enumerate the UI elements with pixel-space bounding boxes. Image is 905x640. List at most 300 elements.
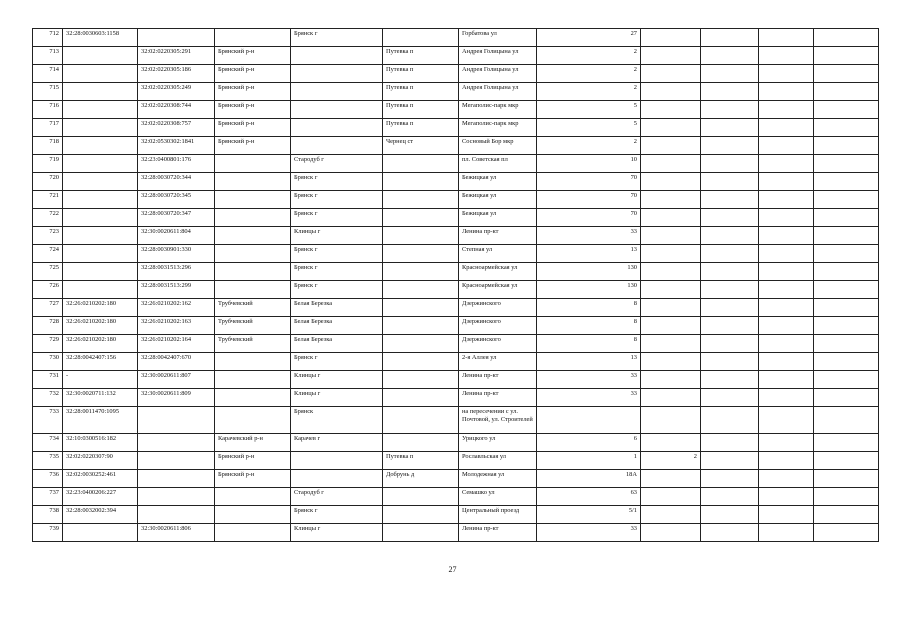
row-number: 712 <box>33 29 63 47</box>
cadastral-number-land: 32:23:0400206:227 <box>63 488 138 506</box>
table-row <box>33 101 879 119</box>
settlement <box>383 263 459 281</box>
street: Ленина пр-кт <box>459 371 537 389</box>
empty-cell <box>701 137 759 155</box>
empty-cell <box>814 137 879 155</box>
cadastral-number-object <box>138 506 215 524</box>
building-number <box>641 263 701 281</box>
cadastral-number-object: 32:28:0031513:296 <box>138 263 215 281</box>
house-number: 130 <box>537 263 641 281</box>
settlement <box>383 155 459 173</box>
table-row <box>33 47 879 65</box>
empty-cell <box>759 317 814 335</box>
city: Клинцы г <box>291 227 383 245</box>
district <box>215 506 291 524</box>
empty-cell <box>759 524 814 542</box>
row-number: 735 <box>33 452 63 470</box>
building-number <box>641 524 701 542</box>
empty-cell <box>759 488 814 506</box>
city: Клинцы г <box>291 371 383 389</box>
empty-cell <box>814 263 879 281</box>
empty-cell <box>701 281 759 299</box>
empty-cell <box>759 227 814 245</box>
empty-cell <box>814 470 879 488</box>
row-number: 715 <box>33 83 63 101</box>
house-number: 27 <box>537 29 641 47</box>
city: Брянск <box>291 407 383 434</box>
building-number <box>641 371 701 389</box>
table-row <box>33 281 879 299</box>
city: Белая Березка <box>291 335 383 353</box>
row-number: 721 <box>33 191 63 209</box>
building-number <box>641 506 701 524</box>
settlement <box>383 227 459 245</box>
table-row <box>33 119 879 137</box>
settlement <box>383 191 459 209</box>
empty-cell <box>701 191 759 209</box>
city <box>291 452 383 470</box>
empty-cell <box>701 209 759 227</box>
district: Брянский р-н <box>215 101 291 119</box>
empty-cell <box>759 470 814 488</box>
street: Красноармейская ул <box>459 263 537 281</box>
empty-cell <box>814 227 879 245</box>
city: Брянск г <box>291 29 383 47</box>
cadastral-number-land <box>63 281 138 299</box>
cadastral-number-object <box>138 470 215 488</box>
district: Брянский р-н <box>215 65 291 83</box>
row-number: 714 <box>33 65 63 83</box>
city: Карачев г <box>291 434 383 452</box>
empty-cell <box>701 353 759 371</box>
table-row <box>33 488 879 506</box>
empty-cell <box>701 407 759 434</box>
cadastral-number-land: 32:28:0032002:394 <box>63 506 138 524</box>
district <box>215 227 291 245</box>
cadastral-number-object: 32:26:0210202:162 <box>138 299 215 317</box>
city: Брянск г <box>291 173 383 191</box>
row-number: 738 <box>33 506 63 524</box>
empty-cell <box>701 299 759 317</box>
empty-cell <box>814 245 879 263</box>
row-number: 723 <box>33 227 63 245</box>
empty-cell <box>759 452 814 470</box>
empty-cell <box>759 29 814 47</box>
empty-cell <box>701 101 759 119</box>
empty-cell <box>759 209 814 227</box>
settlement <box>383 524 459 542</box>
house-number: 70 <box>537 209 641 227</box>
table-row <box>33 371 879 389</box>
cadastral-number-land: 32:30:0020711:132 <box>63 389 138 407</box>
row-number: 722 <box>33 209 63 227</box>
cadastral-number-land <box>63 119 138 137</box>
house-number: 2 <box>537 47 641 65</box>
table-row <box>33 227 879 245</box>
house-number: 130 <box>537 281 641 299</box>
empty-cell <box>814 209 879 227</box>
district <box>215 29 291 47</box>
district: Трубчевский <box>215 335 291 353</box>
house-number: 18А <box>537 470 641 488</box>
street: Сосновый Бор мкр <box>459 137 537 155</box>
table-row <box>33 335 879 353</box>
table-row <box>33 407 879 434</box>
street: Семашко ул <box>459 488 537 506</box>
house-number: 8 <box>537 299 641 317</box>
empty-cell <box>759 335 814 353</box>
row-number: 737 <box>33 488 63 506</box>
empty-cell <box>814 155 879 173</box>
table-row <box>33 83 879 101</box>
cadastral-number-object <box>138 29 215 47</box>
cadastral-number-object: 32:02:0530302:1841 <box>138 137 215 155</box>
empty-cell <box>701 506 759 524</box>
empty-cell <box>701 83 759 101</box>
empty-cell <box>814 281 879 299</box>
empty-cell <box>759 245 814 263</box>
table-row <box>33 452 879 470</box>
district: Карачевский р-н <box>215 434 291 452</box>
street: Ленина пр-кт <box>459 227 537 245</box>
house-number: 8 <box>537 317 641 335</box>
empty-cell <box>701 47 759 65</box>
empty-cell <box>701 335 759 353</box>
table-row <box>33 29 879 47</box>
settlement: Путевка п <box>383 47 459 65</box>
cadastral-number-land: 32:26:0210202:180 <box>63 335 138 353</box>
house-number: 33 <box>537 524 641 542</box>
city: Брянск г <box>291 209 383 227</box>
row-number: 725 <box>33 263 63 281</box>
building-number <box>641 281 701 299</box>
cadastral-number-object: 32:02:0220308:757 <box>138 119 215 137</box>
empty-cell <box>701 245 759 263</box>
street: Дзержинского <box>459 317 537 335</box>
building-number <box>641 353 701 371</box>
table-row <box>33 389 879 407</box>
house-number: 1 <box>537 452 641 470</box>
cadastral-number-object: 32:26:0210202:163 <box>138 317 215 335</box>
empty-cell <box>814 173 879 191</box>
empty-cell <box>814 317 879 335</box>
table-row <box>33 317 879 335</box>
city: Стародуб г <box>291 155 383 173</box>
district <box>215 155 291 173</box>
building-number <box>641 335 701 353</box>
building-number: 2 <box>641 452 701 470</box>
house-number: 13 <box>537 353 641 371</box>
empty-cell <box>759 65 814 83</box>
empty-cell <box>701 119 759 137</box>
district <box>215 371 291 389</box>
cadastral-number-land <box>63 173 138 191</box>
street: Молодежная ул <box>459 470 537 488</box>
district: Брянский р-н <box>215 137 291 155</box>
row-number: 716 <box>33 101 63 119</box>
empty-cell <box>814 524 879 542</box>
house-number: 70 <box>537 191 641 209</box>
cadastral-number-land: 32:28:0030603:1158 <box>63 29 138 47</box>
empty-cell <box>759 506 814 524</box>
empty-cell <box>759 83 814 101</box>
row-number: 713 <box>33 47 63 65</box>
street: на пересечении с ул. Почтовой, ул. Строителей <box>459 407 537 434</box>
building-number <box>641 488 701 506</box>
street: Бежицкая ул <box>459 173 537 191</box>
table-row <box>33 155 879 173</box>
empty-cell <box>759 434 814 452</box>
district <box>215 263 291 281</box>
empty-cell <box>759 191 814 209</box>
settlement <box>383 173 459 191</box>
district: Трубчевский <box>215 299 291 317</box>
settlement <box>383 317 459 335</box>
settlement <box>383 434 459 452</box>
city: Клинцы г <box>291 389 383 407</box>
table-row <box>33 470 879 488</box>
row-number: 728 <box>33 317 63 335</box>
district <box>215 191 291 209</box>
house-number: 33 <box>537 371 641 389</box>
house-number: 70 <box>537 173 641 191</box>
settlement: Путевка п <box>383 101 459 119</box>
building-number <box>641 317 701 335</box>
empty-cell <box>701 227 759 245</box>
empty-cell <box>701 371 759 389</box>
empty-cell <box>814 119 879 137</box>
settlement: Чернец ст <box>383 137 459 155</box>
house-number: 6 <box>537 434 641 452</box>
building-number <box>641 245 701 263</box>
building-number <box>641 407 701 434</box>
cadastral-number-object: 32:30:0020611:804 <box>138 227 215 245</box>
cadastral-number-object: 32:02:0220305:249 <box>138 83 215 101</box>
table-row <box>33 173 879 191</box>
row-number: 729 <box>33 335 63 353</box>
empty-cell <box>759 371 814 389</box>
building-number <box>641 389 701 407</box>
empty-cell <box>759 137 814 155</box>
street: Мегаполис-парк мкр <box>459 101 537 119</box>
row-number: 718 <box>33 137 63 155</box>
city: Клинцы г <box>291 524 383 542</box>
cadastral-number-object: 32:28:0030720:344 <box>138 173 215 191</box>
cadastral-number-object: 32:28:0042407:670 <box>138 353 215 371</box>
settlement <box>383 506 459 524</box>
building-number <box>641 299 701 317</box>
cadastral-number-land: - <box>63 371 138 389</box>
city: Брянск г <box>291 245 383 263</box>
cadastral-number-object: 32:30:0020611:806 <box>138 524 215 542</box>
table-row <box>33 434 879 452</box>
empty-cell <box>759 47 814 65</box>
cadastral-number-land <box>63 155 138 173</box>
house-number: 8 <box>537 335 641 353</box>
empty-cell <box>814 47 879 65</box>
street: Бежицкая ул <box>459 209 537 227</box>
cadastral-number-land <box>63 209 138 227</box>
page-number: 27 <box>448 565 457 574</box>
district: Трубчевский <box>215 317 291 335</box>
house-number: 2 <box>537 65 641 83</box>
building-number <box>641 101 701 119</box>
district: Брянский р-н <box>215 83 291 101</box>
district <box>215 524 291 542</box>
building-number <box>641 29 701 47</box>
district <box>215 209 291 227</box>
building-number <box>641 191 701 209</box>
empty-cell <box>701 263 759 281</box>
city <box>291 470 383 488</box>
empty-cell <box>701 317 759 335</box>
table-row <box>33 191 879 209</box>
cadastral-number-land <box>63 524 138 542</box>
cadastral-number-land <box>63 191 138 209</box>
empty-cell <box>814 371 879 389</box>
street: Центральный проезд <box>459 506 537 524</box>
table-row <box>33 353 879 371</box>
row-number: 736 <box>33 470 63 488</box>
city: Белая Березка <box>291 317 383 335</box>
settlement: Путевка п <box>383 452 459 470</box>
cadastral-number-land: 32:28:0011470:1095 <box>63 407 138 434</box>
house-number: 5 <box>537 119 641 137</box>
empty-cell <box>701 155 759 173</box>
empty-cell <box>759 119 814 137</box>
row-number: 732 <box>33 389 63 407</box>
cadastral-number-land <box>63 65 138 83</box>
empty-cell <box>701 452 759 470</box>
empty-cell <box>814 191 879 209</box>
settlement <box>383 335 459 353</box>
table-row <box>33 209 879 227</box>
building-number <box>641 65 701 83</box>
empty-cell <box>701 488 759 506</box>
row-number: 739 <box>33 524 63 542</box>
empty-cell <box>759 299 814 317</box>
cadastral-number-land: 32:02:0220307:90 <box>63 452 138 470</box>
empty-cell <box>701 524 759 542</box>
cadastral-number-object: 32:30:0020611:807 <box>138 371 215 389</box>
empty-cell <box>701 434 759 452</box>
table-row <box>33 524 879 542</box>
house-number: 2 <box>537 83 641 101</box>
cadastral-number-land <box>63 263 138 281</box>
empty-cell <box>814 389 879 407</box>
cadastral-number-land <box>63 245 138 263</box>
cadastral-number-object: 32:02:0220305:291 <box>138 47 215 65</box>
house-number: 33 <box>537 389 641 407</box>
house-number <box>537 407 641 434</box>
cadastral-number-land: 32:28:0042407:156 <box>63 353 138 371</box>
row-number: 717 <box>33 119 63 137</box>
building-number <box>641 173 701 191</box>
city: Стародуб г <box>291 488 383 506</box>
district <box>215 353 291 371</box>
empty-cell <box>814 101 879 119</box>
district: Брянский р-н <box>215 452 291 470</box>
cadastral-number-object <box>138 434 215 452</box>
settlement: Путевка п <box>383 65 459 83</box>
settlement <box>383 245 459 263</box>
row-number: 730 <box>33 353 63 371</box>
city <box>291 65 383 83</box>
building-number <box>641 209 701 227</box>
empty-cell <box>814 407 879 434</box>
building-number <box>641 227 701 245</box>
settlement <box>383 29 459 47</box>
city: Брянск г <box>291 353 383 371</box>
building-number <box>641 470 701 488</box>
city: Брянск г <box>291 191 383 209</box>
settlement <box>383 209 459 227</box>
empty-cell <box>814 335 879 353</box>
empty-cell <box>759 407 814 434</box>
row-number: 727 <box>33 299 63 317</box>
row-number: 726 <box>33 281 63 299</box>
empty-cell <box>759 263 814 281</box>
cadastral-number-object: 32:02:0220308:744 <box>138 101 215 119</box>
empty-cell <box>814 83 879 101</box>
city <box>291 137 383 155</box>
district <box>215 173 291 191</box>
settlement <box>383 488 459 506</box>
house-number: 33 <box>537 227 641 245</box>
cadastral-number-object: 32:28:0031513:299 <box>138 281 215 299</box>
district: Брянский р-н <box>215 47 291 65</box>
row-number: 719 <box>33 155 63 173</box>
empty-cell <box>814 434 879 452</box>
cadastral-number-land <box>63 137 138 155</box>
empty-cell <box>814 299 879 317</box>
settlement: Путевка п <box>383 119 459 137</box>
house-number: 2 <box>537 137 641 155</box>
street: Дзержинского <box>459 299 537 317</box>
settlement <box>383 299 459 317</box>
street: Мегаполис-парк мкр <box>459 119 537 137</box>
table-row <box>33 245 879 263</box>
empty-cell <box>814 488 879 506</box>
cadastral-number-object: 32:30:0020611:809 <box>138 389 215 407</box>
building-number <box>641 47 701 65</box>
empty-cell <box>814 65 879 83</box>
cadastral-number-object <box>138 452 215 470</box>
cadastral-number-land <box>63 227 138 245</box>
cadastral-number-object: 32:28:0030720:345 <box>138 191 215 209</box>
empty-cell <box>701 65 759 83</box>
building-number <box>641 155 701 173</box>
cadastral-number-object: 32:02:0220305:186 <box>138 65 215 83</box>
cadastral-number-land: 32:10:0300516:182 <box>63 434 138 452</box>
city <box>291 119 383 137</box>
table-body <box>33 29 879 542</box>
settlement: Добрунь д <box>383 470 459 488</box>
city <box>291 83 383 101</box>
empty-cell <box>701 389 759 407</box>
street: Дзержинского <box>459 335 537 353</box>
settlement <box>383 353 459 371</box>
cadastral-number-object <box>138 488 215 506</box>
house-number: 5 <box>537 101 641 119</box>
row-number: 720 <box>33 173 63 191</box>
cadastral-number-land: 32:26:0210202:180 <box>63 299 138 317</box>
empty-cell <box>759 389 814 407</box>
cadastral-number-object: 32:28:0030901:330 <box>138 245 215 263</box>
city: Брянск г <box>291 281 383 299</box>
empty-cell <box>701 173 759 191</box>
empty-cell <box>701 29 759 47</box>
